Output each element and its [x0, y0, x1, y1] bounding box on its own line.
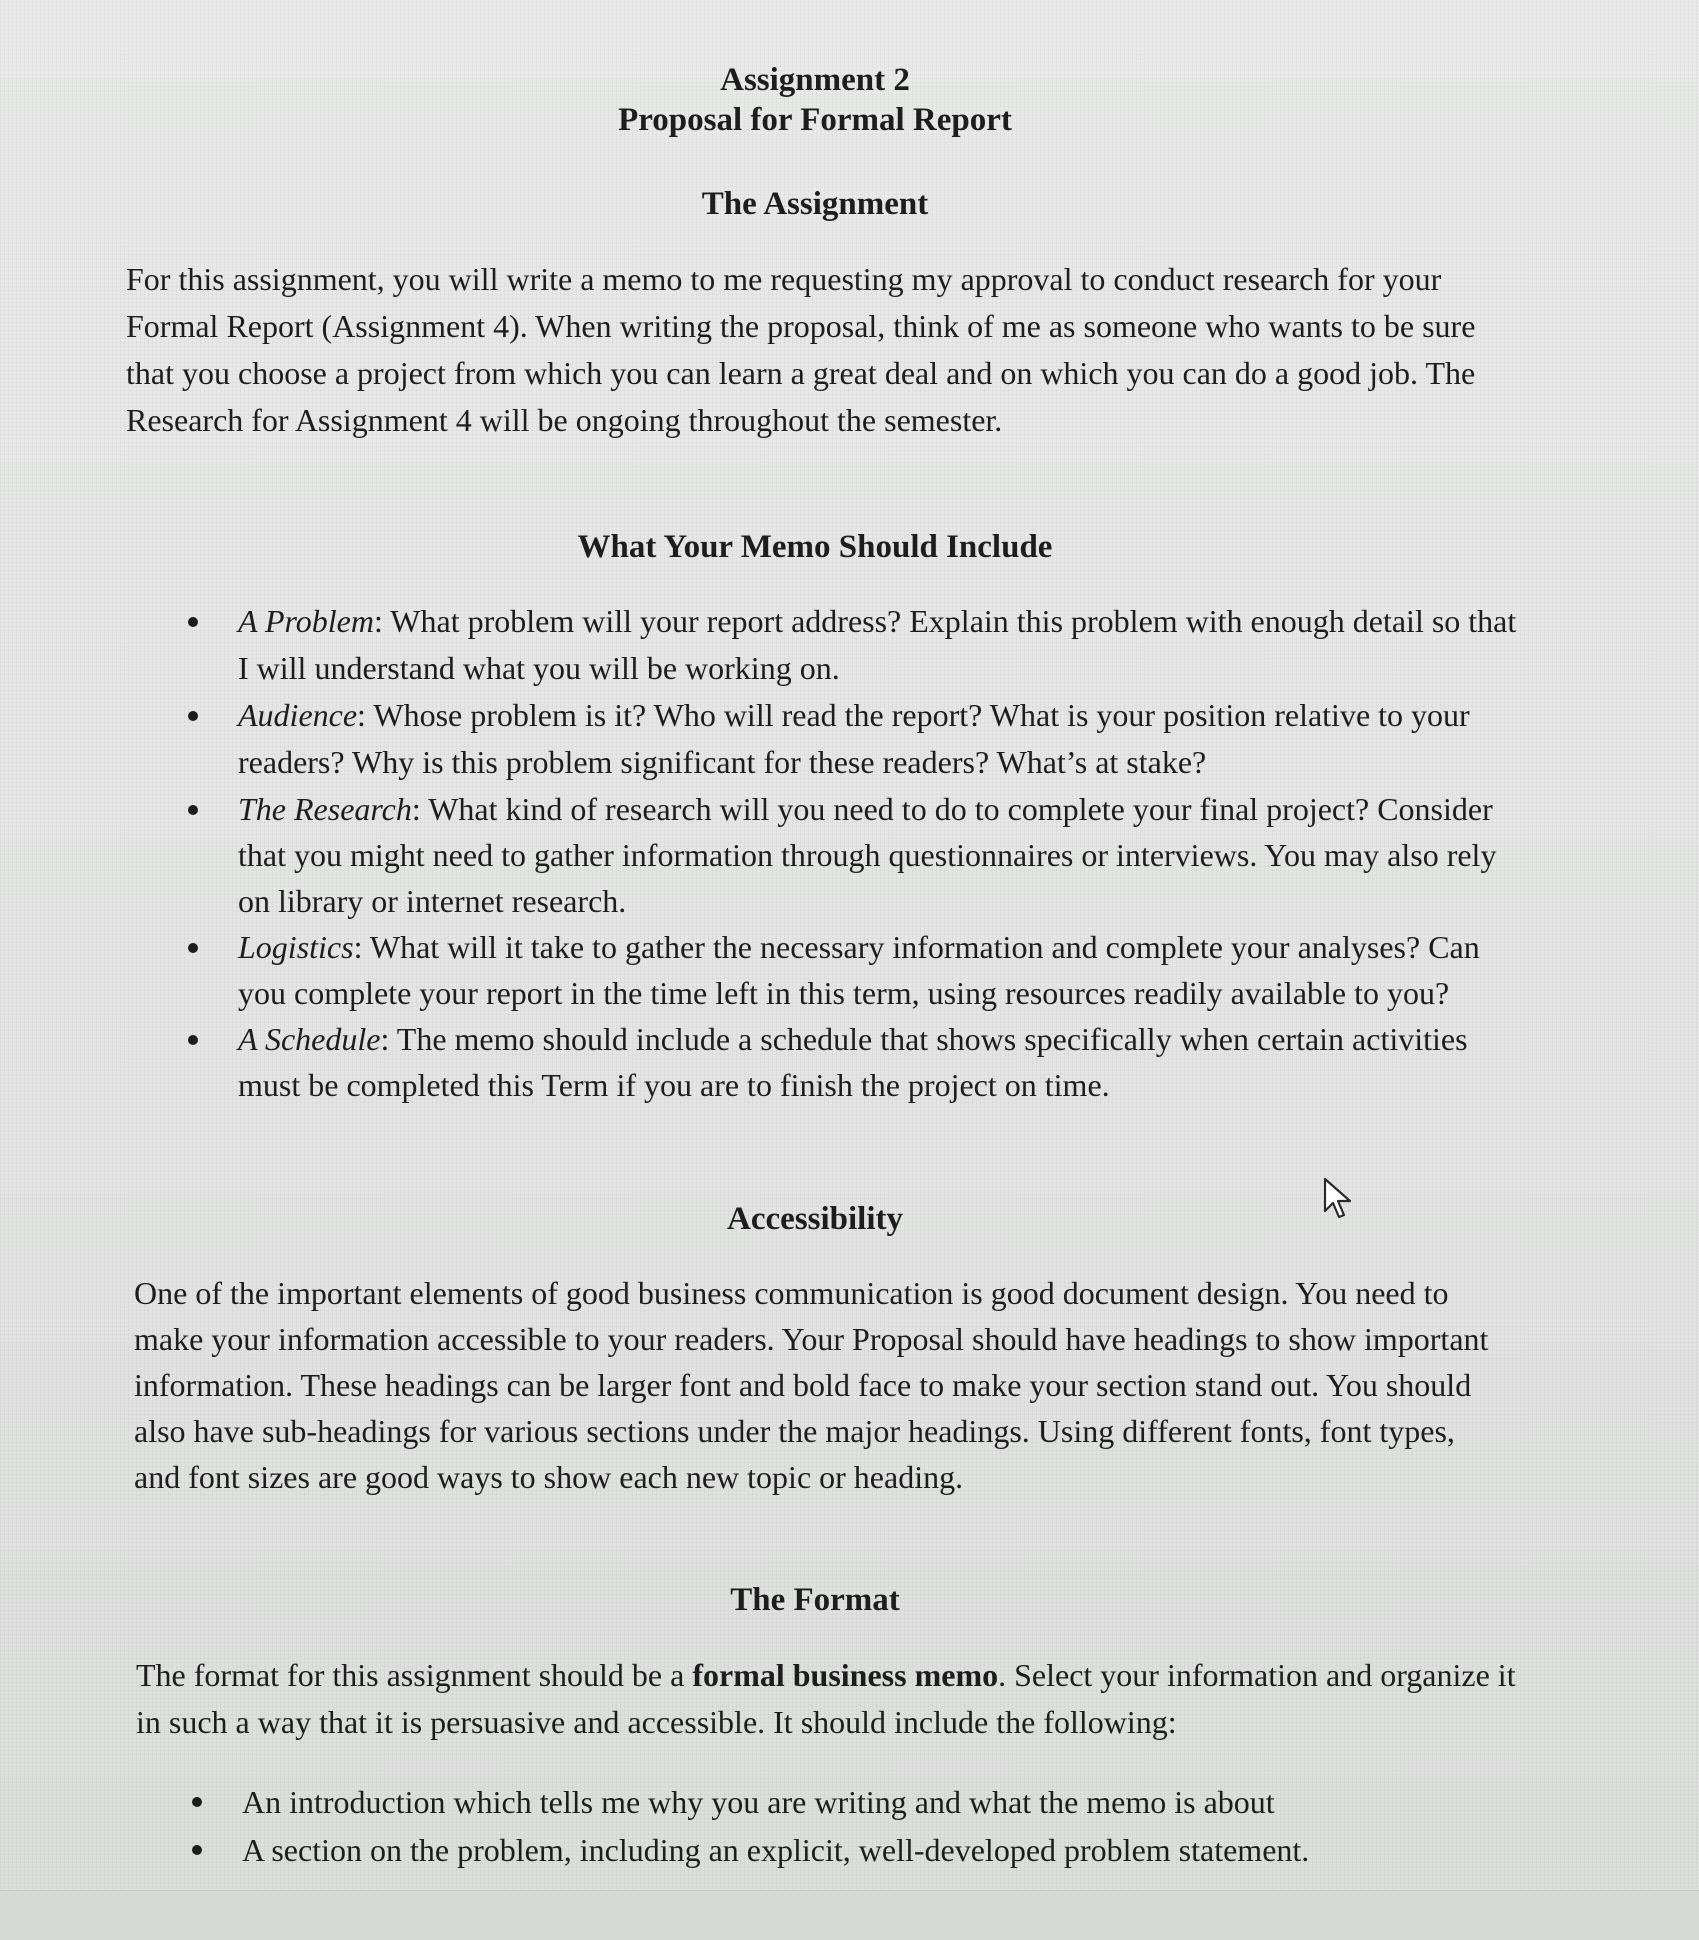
item-text: : What will it take to gather the necessary information and complete your analyses? Can you complete your report in the time left in this term, using resources readily available to you?	[238, 929, 1480, 1011]
list-item	[188, 598, 1518, 692]
mouse-pointer-icon	[1322, 1177, 1356, 1221]
item-text: : What problem will your report address? Explain this problem with enough detail so that I will understand what you will be working on.	[238, 603, 1517, 686]
memo-include-list	[188, 598, 1518, 1108]
screen-bottom-edge	[0, 1890, 1699, 1940]
heading-accessibility: Accessibility	[727, 1201, 903, 1237]
heading-the-format: The Format	[730, 1582, 900, 1618]
list-item	[192, 1826, 1522, 1874]
accessibility-paragraph: One of the important elements of good business communication is good document design. You need to make your information accessible to your readers. Your Proposal should have headings to show important information. These headings can be larger font and bold face to make your section stand out. You should also have sub-headings for various sections under the major headings. Using different fonts, font types, and font sizes are good ways to show each new topic or heading.	[134, 1275, 1489, 1495]
item-text: : Whose problem is it? Who will read the report? What is your position relative to your readers? Why is this problem significant for these readers? What’s at stake?	[238, 697, 1470, 780]
format-paragraph	[136, 1652, 1516, 1746]
heading-what-memo-should-include: What Your Memo Should Include	[577, 529, 1053, 565]
item-text: An introduction which tells me why you are writing and what the memo is about	[242, 1784, 1275, 1820]
item-term: The Research	[238, 791, 412, 827]
format-text-start: The format for this assignment should be a	[136, 1657, 693, 1693]
list-item	[192, 1778, 1522, 1826]
list-item	[188, 1016, 1518, 1108]
bullet-icon	[188, 617, 198, 627]
heading-the-assignment: The Assignment	[701, 186, 929, 222]
bullet-icon	[192, 1797, 202, 1807]
item-text: : What kind of research will you need to do to complete your final project? Consider that you might need to gather information through questionnaires or interviews. You may also rely on library or internet research.	[238, 791, 1497, 919]
format-text-end: . Select your information and organize it in such a way that it is persuasive and accessible. It should include the following:	[136, 1657, 1516, 1740]
item-term: A Schedule	[238, 1021, 381, 1057]
bullet-icon	[192, 1845, 202, 1855]
page-title-line-2: Proposal for Formal Report	[618, 102, 1012, 138]
format-list	[192, 1778, 1522, 1874]
bullet-icon	[188, 943, 198, 953]
item-text: : The memo should include a schedule that shows specifically when certain activities must be completed this Term if you are to finish the project on time.	[238, 1021, 1468, 1103]
format-text-bold: formal business memo	[692, 1657, 999, 1693]
item-term: Logistics	[238, 929, 354, 965]
bullet-icon	[188, 1035, 198, 1045]
item-term: Audience	[238, 697, 358, 733]
item-text: A section on the problem, including an explicit, well-developed problem statement.	[242, 1832, 1310, 1868]
page-title-line-1: Assignment 2	[720, 62, 910, 98]
bullet-icon	[188, 711, 198, 721]
bullet-icon	[188, 805, 198, 815]
list-item	[188, 692, 1518, 786]
item-term: A Problem	[238, 603, 374, 639]
list-item	[188, 786, 1518, 924]
list-item	[188, 924, 1518, 1016]
assignment-paragraph: For this assignment, you will write a memo to me requesting my approval to conduct research for your Formal Report (Assignment 4). When writing the proposal, think of me as someone who wants to be sure that you choose a project from which you can learn a great deal and on which you can do a good job. The Research for Assignment 4 will be ongoing throughout the semester.	[126, 261, 1476, 438]
